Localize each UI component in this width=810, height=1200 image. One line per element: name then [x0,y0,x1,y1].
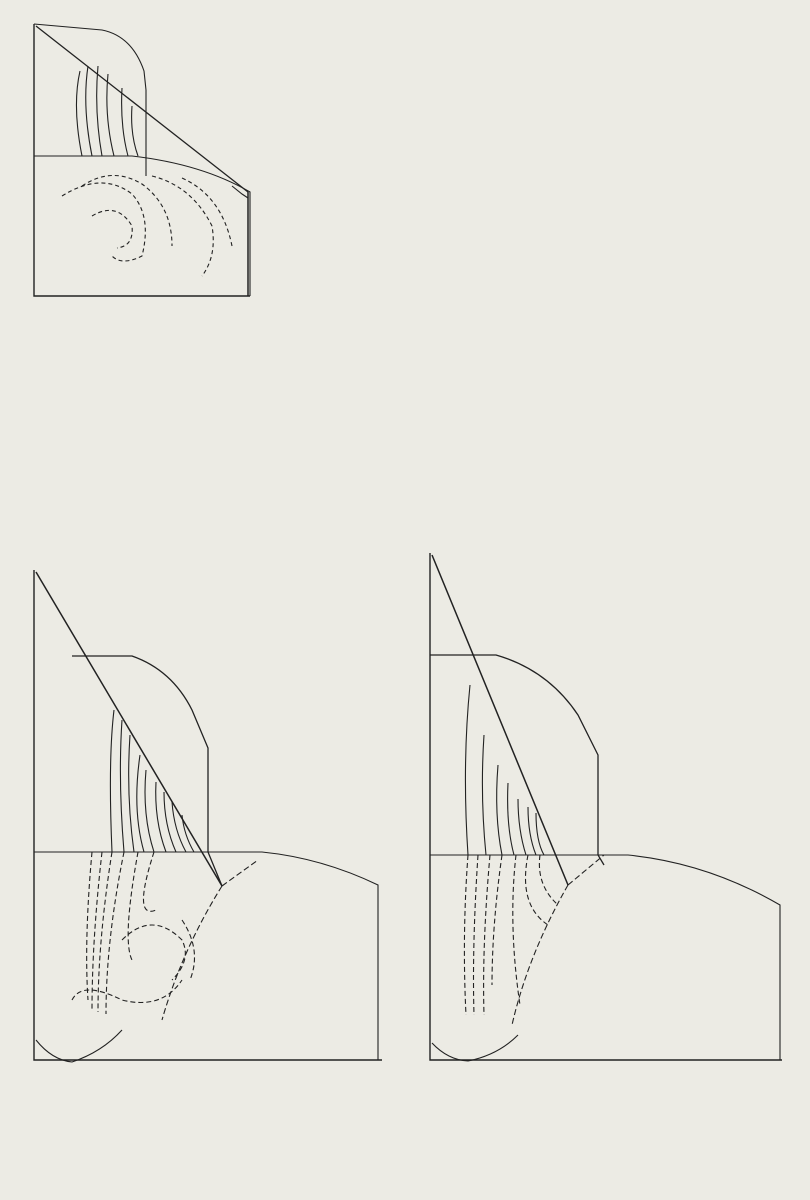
figure-20-chart [22,16,270,312]
figure-22-curves [430,553,782,1061]
figure-22-chart [408,545,788,1090]
figure-20-curves [34,24,250,296]
figure-21-curves [34,570,382,1062]
figure-21-chart [22,560,390,1090]
